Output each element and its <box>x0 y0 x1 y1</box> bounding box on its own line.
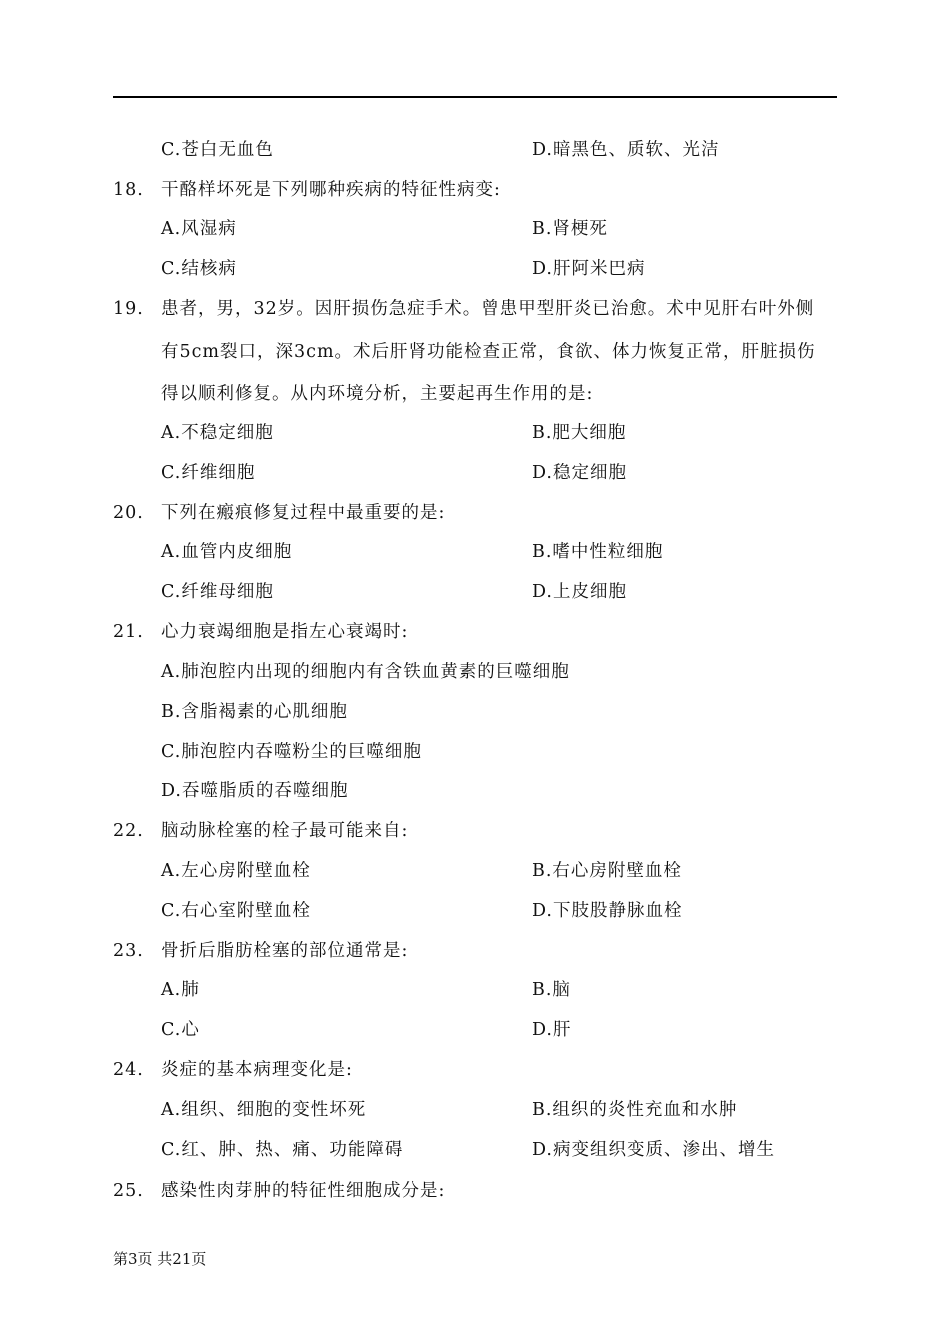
option-q22-c: C.右心室附壁血栓 <box>161 901 311 921</box>
option-q23-a: A.肺 <box>161 980 200 1000</box>
question-stem-20: 下列在瘢痕修复过程中最重要的是: <box>161 503 446 523</box>
header-rule <box>113 96 837 98</box>
option-q23-d: D.肝 <box>532 1020 572 1040</box>
option-q22-b: B.右心房附壁血栓 <box>532 861 682 881</box>
question-number-22: 22. <box>113 821 144 841</box>
option-q24-c: C.红、肿、热、痛、功能障碍 <box>161 1140 404 1160</box>
option-q21-b: B.含脂褐素的心肌细胞 <box>161 702 348 722</box>
option-q18-d: D.肝阿米巴病 <box>532 259 646 279</box>
question-stem-24: 炎症的基本病理变化是: <box>161 1060 353 1080</box>
question-number-21: 21. <box>113 622 144 642</box>
question-number-25: 25. <box>113 1181 144 1201</box>
option-q19-d: D.稳定细胞 <box>532 463 627 483</box>
option-q17-d: D.暗黑色、质软、光洁 <box>532 140 720 160</box>
option-q20-b: B.嗜中性粒细胞 <box>532 542 664 562</box>
option-q20-d: D.上皮细胞 <box>532 582 627 602</box>
option-q23-c: C.心 <box>161 1020 200 1040</box>
option-q24-b: B.组织的炎性充血和水肿 <box>532 1100 738 1120</box>
option-q20-c: C.纤维母细胞 <box>161 582 274 602</box>
option-q23-b: B.脑 <box>532 980 571 1000</box>
question-stem-21: 心力衰竭细胞是指左心衰竭时: <box>161 622 409 642</box>
question-number-24: 24. <box>113 1060 144 1080</box>
option-q18-b: B.肾梗死 <box>532 219 608 239</box>
question-stem-22: 脑动脉栓塞的栓子最可能来自: <box>161 821 409 841</box>
question-number-18: 18. <box>113 180 144 200</box>
option-q18-c: C.结核病 <box>161 259 237 279</box>
option-q18-a: A.风湿病 <box>161 219 237 239</box>
option-q22-d: D.下肢股静脉血栓 <box>532 901 683 921</box>
question-stem-19-line1: 患者，男，32岁。因肝损伤急症手术。曾患甲型肝炎已治愈。术中见肝右叶外侧 <box>161 299 815 319</box>
question-stem-19-line2: 有5cm裂口，深3cm。术后肝肾功能检查正常，食欲、体力恢复正常，肝脏损伤 <box>161 342 816 362</box>
option-q19-b: B.肥大细胞 <box>532 423 627 443</box>
option-q21-c: C.肺泡腔内吞噬粉尘的巨噬细胞 <box>161 742 422 762</box>
option-q21-d: D.吞噬脂质的吞噬细胞 <box>161 781 349 801</box>
page-footer: 第3页 共21页 <box>113 1250 207 1268</box>
option-q24-d: D.病变组织变质、渗出、增生 <box>532 1140 775 1160</box>
question-stem-19-line3: 得以顺利修复。从内环境分析，主要起再生作用的是: <box>161 384 594 404</box>
question-stem-23: 骨折后脂肪栓塞的部位通常是: <box>161 941 409 961</box>
option-q17-c: C.苍白无血色 <box>161 140 274 160</box>
question-number-20: 20. <box>113 503 144 523</box>
question-number-19: 19. <box>113 299 144 319</box>
question-number-23: 23. <box>113 941 144 961</box>
option-q21-a: A.肺泡腔内出现的细胞内有含铁血黄素的巨噬细胞 <box>161 662 570 682</box>
option-q24-a: A.组织、细胞的变性坏死 <box>161 1100 367 1120</box>
question-stem-18: 干酪样坏死是下列哪种疾病的特征性病变: <box>161 180 501 200</box>
option-q20-a: A.血管内皮细胞 <box>161 542 293 562</box>
option-q22-a: A.左心房附壁血栓 <box>161 861 311 881</box>
question-stem-25: 感染性肉芽肿的特征性细胞成分是: <box>161 1181 446 1201</box>
option-q19-a: A.不稳定细胞 <box>161 423 274 443</box>
option-q19-c: C.纤维细胞 <box>161 463 256 483</box>
